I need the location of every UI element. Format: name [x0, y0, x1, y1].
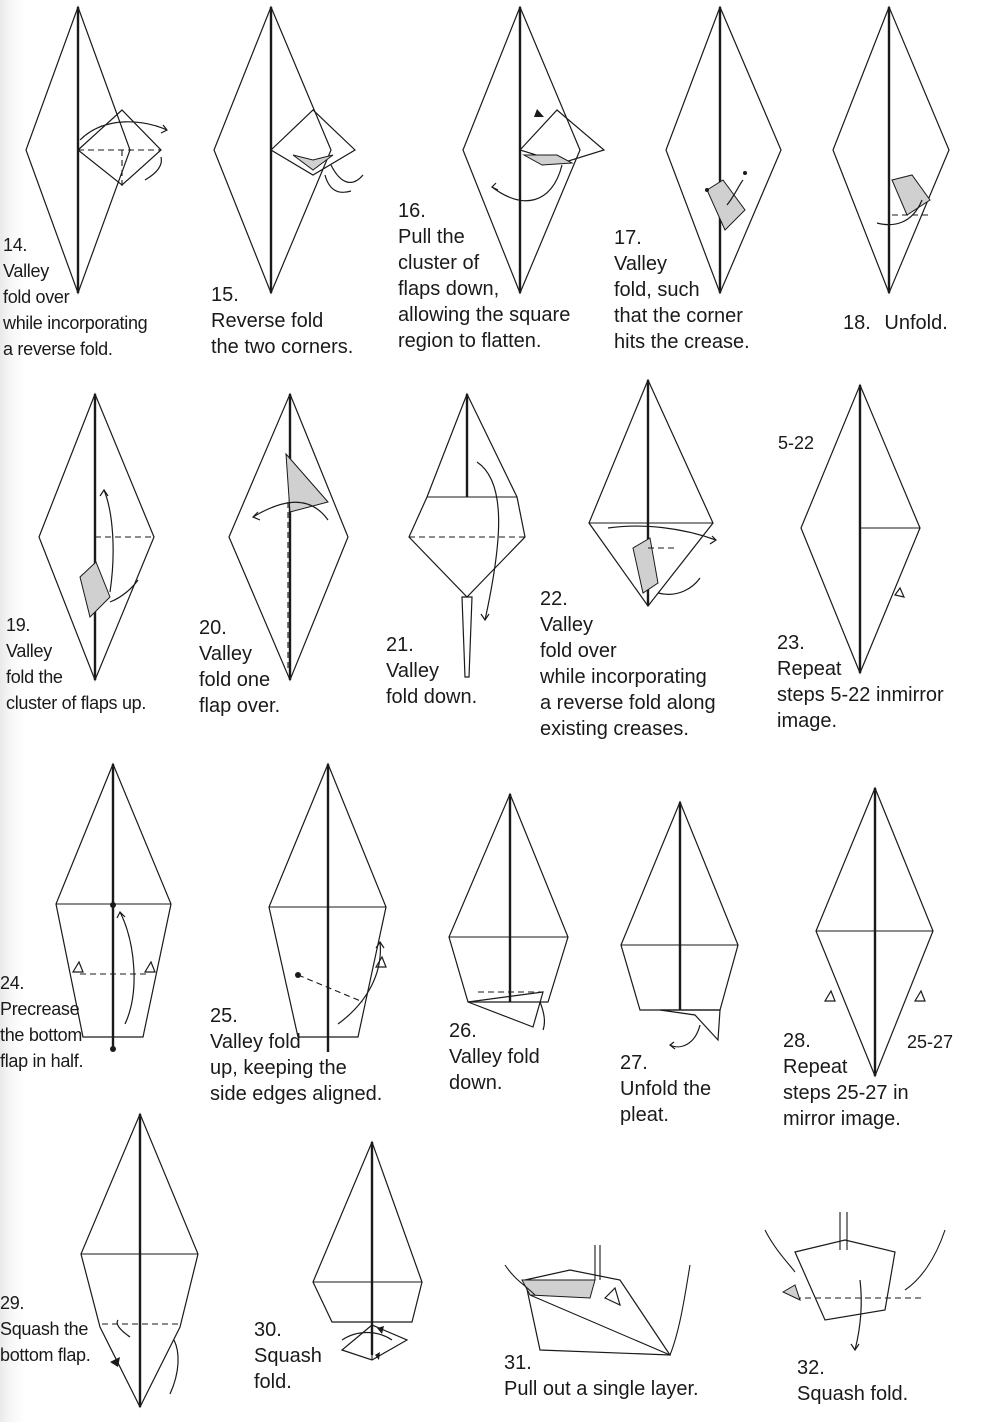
caption-step-16: 16. Pull the cluster of flaps down, allowing the square region to flatten. — [398, 200, 571, 352]
caption-step-20: 20. Valley fold one flap over. — [199, 617, 281, 717]
caption-step-29: 29. Squash the bottom flap. — [0, 1290, 90, 1368]
step-number: 25. — [210, 1005, 238, 1027]
caption-step-31: 31. Pull out a single layer. — [504, 1352, 699, 1400]
step-number: 31. — [504, 1352, 532, 1374]
caption-step-17: 17. Valley fold, such that the corner hits the crease. — [614, 227, 750, 353]
step-number: 32. — [797, 1357, 825, 1379]
diagram-step-18 — [832, 5, 962, 295]
step-number: 17. — [614, 227, 642, 249]
diagram-step-27 — [620, 800, 745, 1055]
caption-step-25: 25. Valley fold up, keeping the side edges aligned. — [210, 1005, 383, 1105]
step-number: 27. — [620, 1052, 648, 1074]
caption-step-21: 21. Valley fold down. — [386, 634, 478, 708]
step-number: 29. — [0, 1293, 25, 1313]
caption-step-23: 23. Repeat steps 5-22 inmirror image. — [777, 632, 944, 732]
caption-step-18: 18. Unfold. — [843, 312, 948, 334]
diagram-step-32 — [755, 1210, 955, 1360]
caption-step-30: 30. Squash fold. — [254, 1319, 322, 1393]
caption-step-32: 32. Squash fold. — [797, 1357, 909, 1405]
step-number: 30. — [254, 1319, 282, 1341]
step-number: 15. — [211, 284, 239, 306]
diagram-step-30 — [312, 1140, 437, 1370]
diagram-step-26 — [448, 792, 573, 1037]
repeat-range-tag: 25-27 — [907, 1032, 954, 1052]
caption-step-15: 15. Reverse fold the two corners. — [211, 284, 354, 358]
caption-step-26: 26. Valley fold down. — [449, 1020, 540, 1094]
caption-step-24: 24. Precrease the bottom flap in half. — [0, 970, 83, 1074]
caption-step-22: 22. Valley fold over while incorporating a reverse fold along existing creases. — [540, 588, 716, 740]
step-number: 21. — [386, 634, 414, 656]
step-number: 28. — [783, 1030, 811, 1052]
step-number: 26. — [449, 1020, 477, 1042]
step-number: 19. — [6, 615, 31, 635]
diagram-step-29 — [80, 1112, 205, 1412]
step-number: 23. — [777, 632, 805, 654]
step-number: 20. — [199, 617, 227, 639]
step-number: 22. — [540, 588, 568, 610]
caption-step-27: 27. Unfold the pleat. — [620, 1052, 712, 1126]
step-number: 16. — [398, 200, 426, 222]
diagram-step-22 — [588, 378, 728, 618]
caption-step-28: 28. Repeat steps 25-27 in mirror image. — [783, 1030, 909, 1130]
caption-step-19: 19. Valley fold the cluster of flaps up. — [6, 612, 146, 716]
step-number: 18. — [843, 312, 871, 334]
repeat-range-tag: 5-22 — [778, 433, 815, 453]
diagram-step-15 — [213, 5, 373, 295]
step-number: 24. — [0, 973, 25, 993]
caption-step-14: 14. Valley fold over while incorporating a reverse fold. — [3, 232, 147, 362]
step-number: 14. — [3, 235, 28, 255]
